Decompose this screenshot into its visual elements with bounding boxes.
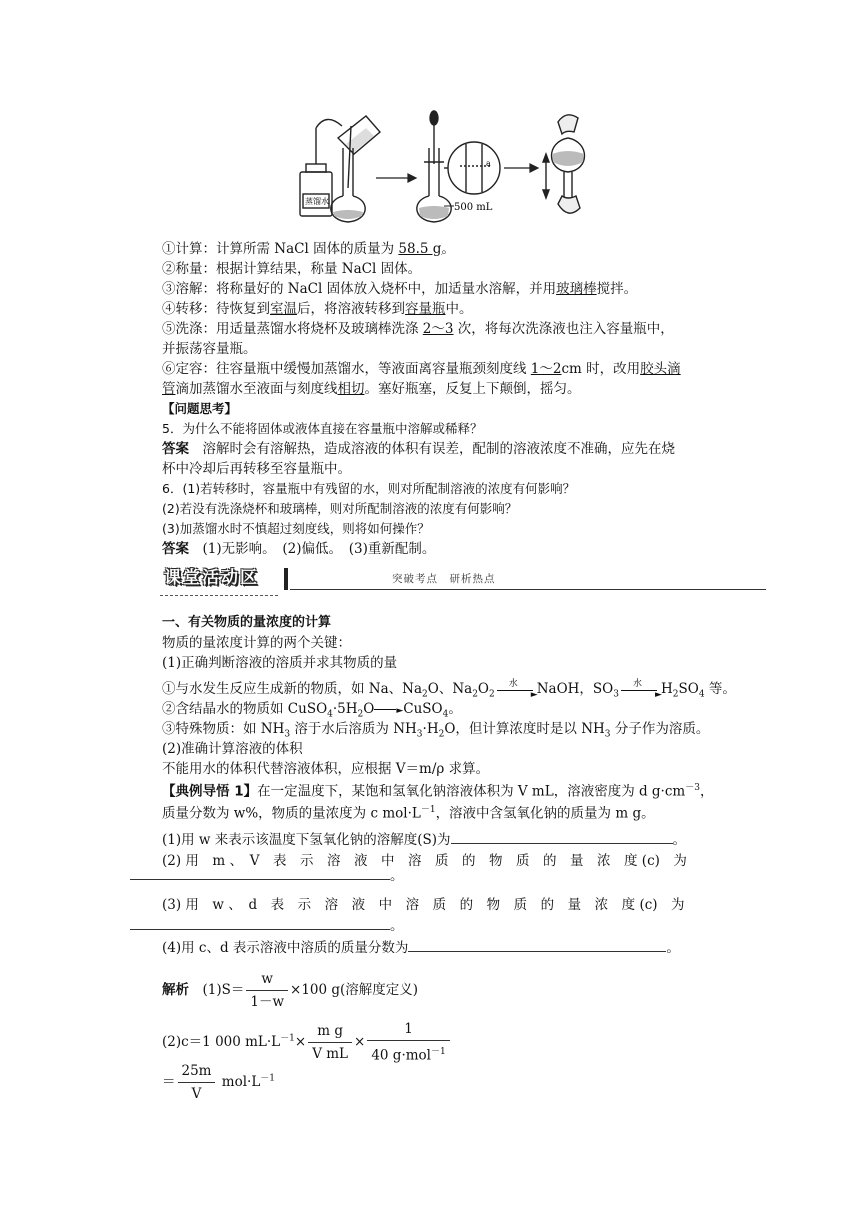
answer-dropper-b: 管 [162, 381, 176, 397]
banner-title: 课堂活动区 [164, 568, 259, 588]
step-3-end: 搅拌。 [596, 281, 638, 297]
question-6-1: 6．(1)若转移时，容量瓶中有残留的水，则对所配制溶液的浓度有何影响？ [162, 481, 576, 496]
q4-period: 。 [666, 940, 680, 956]
question-5: 5．为什么不能将固体或液体直接在容量瓶中溶解或稀释？ [162, 421, 483, 436]
key-1: (1)正确判断溶液的溶质并求其物质的量 [162, 655, 398, 671]
step-6-mid: cm 时，改用 [561, 361, 641, 377]
step-5-end: 次，将每次洗涤液也注入容量瓶中， [453, 321, 674, 337]
step-3 [162, 280, 637, 298]
example-text-2: 质量分数为 w%，物质的量浓度为 c mol·L [162, 805, 421, 822]
solution-1-post: ×100 g(溶解度定义) [290, 982, 419, 998]
step-4-text: ④转移：待恢复到 [162, 301, 270, 317]
solution-3-den: V [178, 1082, 216, 1105]
answer-room-temp: 室温 [270, 301, 297, 317]
question-2: (2) 用 m 、 V 表 示 溶 液 中 溶 质 的 物 质 的 量 浓 度 (c) 为 [162, 853, 687, 869]
arrow-1 [376, 174, 416, 182]
magnified-view [444, 142, 500, 194]
flask-volume-label: 500 mL [454, 202, 493, 213]
answer-glass-rod: 玻璃棒 [556, 281, 597, 297]
answer-blank-4[interactable] [408, 938, 666, 952]
step-5-text: ⑤洗涤：用适量蒸馏水将烧杯及玻璃棒洗涤 [162, 321, 423, 337]
step-6-line2 [162, 380, 581, 398]
step-1-end: 。 [441, 241, 455, 257]
solution-2-pre: (2)c＝1 000 mL·L [162, 1033, 281, 1050]
answer-times: 2～3 [422, 321, 454, 337]
reaction-arrow-1: 水 ► [495, 683, 537, 697]
answer-label: 答案 [162, 441, 189, 457]
think-heading: 【问题思考】 [162, 401, 238, 416]
question-4-text: (4)用 c、d 表示溶液中溶质的质量分数为 [162, 940, 409, 956]
q2-period: 。 [390, 868, 404, 884]
arrow-2 [504, 164, 538, 172]
step-1-unit: g [428, 241, 442, 257]
solution-2-fraction-1 [308, 1020, 352, 1065]
key-1c-text: ③特殊物质：如 NH [162, 721, 285, 737]
solution-1-den: 1－w [246, 990, 288, 1013]
step-5-line2: 并振荡容量瓶。 [162, 341, 257, 357]
step-1-text: ①计算：计算所需 NaCl 固体的质量为 [162, 241, 399, 257]
example-label: 【典例导悟 1】 [162, 783, 258, 800]
solution-3-pre: ＝ [162, 1074, 176, 1090]
solution-2-f2-num: 1 [404, 1021, 413, 1037]
example-line2: 质量分数为 w%，物质的量浓度为 c $mol\cdot L^{-1}$，溶液中含氢氧化钠的质量为 m g。 [162, 805, 655, 822]
question-1 [162, 830, 686, 849]
banner-bar [284, 568, 288, 590]
step-6-line2-text: 滴加蒸馏水至液面与刻度线 [175, 381, 338, 397]
answer-dropper-a: 胶头滴 [640, 361, 681, 377]
answer-5-line1 [162, 440, 675, 458]
answer-6-text: (1)无影响。 (2)偏低。 (3)重新配制。 [189, 541, 436, 557]
solution-3-post: mol·L [221, 1074, 261, 1090]
answer-5-line2: 杯中冷却后再转移至容量瓶中。 [162, 461, 351, 477]
solution-1-pre: (1)S＝ [202, 982, 245, 998]
section-intro: 物质的量浓度计算的两个关键： [162, 635, 351, 651]
glass-rod [348, 126, 351, 188]
key-1b-text: ②含结晶水的物质如 CuSO [162, 701, 328, 717]
section-heading: 一、有关物质的量浓度的计算 [162, 615, 332, 630]
step-5 [162, 320, 674, 338]
reaction-arrow-2: 水 ► [619, 683, 661, 697]
arrow-1-label: 水 [508, 678, 518, 689]
question-6-3: (3)加蒸馏水时不慎超过刻度线，则将如何操作？ [162, 521, 430, 536]
solution-2-f2-den: 40 g·mol$^{-1}$ [367, 1040, 449, 1067]
key-1c: ③特殊物质：如 $NH_3$ 溶于水后溶质为 $NH_3\cdot H_2O$，但计算浓度时是以 $NH_3$ 分子作为溶质。 [162, 721, 710, 740]
answer-6 [162, 540, 435, 558]
solution-2-f1-num: m g [317, 1022, 343, 1039]
q1-period: 。 [672, 832, 687, 848]
q3-period: 。 [390, 918, 404, 934]
banner-dash [160, 595, 278, 596]
answer-distance: 1～2 [530, 361, 562, 377]
bottle-label: 蒸馏水 [305, 197, 329, 206]
step-3-text: ③溶解：将称量好的 NaCl 固体放入烧杯中，加适量水溶解，并用 [162, 281, 557, 297]
beaker [338, 116, 380, 154]
solution-1 [162, 968, 418, 1013]
shaking-flask [543, 115, 585, 213]
answer-5-text: 溶解时会有溶解热，造成溶液的体积有误差，配制的溶液浓度不准确，应先在烧 [189, 441, 675, 457]
solution-2-f2-den-text: 40 g·mol [371, 1047, 431, 1064]
step-6-text: ⑥定容：往容量瓶中缓慢加蒸馏水，等液面离容量瓶颈刻度线 [162, 361, 531, 377]
question-2-blank-line [130, 866, 404, 885]
step-6 [162, 360, 681, 378]
step-6-line2-end: 。塞好瓶塞，反复上下颠倒，摇匀。 [364, 381, 581, 397]
answer-tangent: 相切 [337, 381, 365, 397]
question-6-2: (2)若没有洗涤烧杯和玻璃棒，则对所配制溶液的浓度有何影响？ [162, 501, 518, 516]
key-2: (2)准确计算溶液的体积 [162, 741, 303, 757]
solution-3-fraction [178, 1060, 216, 1105]
banner-rule [290, 589, 766, 590]
lab-apparatus-figure [296, 108, 626, 226]
solution-2-f1-den: V mL [308, 1042, 352, 1065]
question-3: (3) 用 w 、 d 表 示 溶 液 中 溶 质 的 物 质 的 量 浓 度 (c) 为 [162, 897, 685, 913]
example-text-2-end: ，溶液中含氢氧化钠的质量为 m g。 [435, 805, 655, 822]
key-1b: ②含结晶水的物质如 $CuSO_4\cdot 5H_2O$ ►CuSO$_4$。 [162, 701, 462, 720]
dropper-flask [417, 111, 451, 222]
example-line1: 【典例导悟 1】在一定温度下，某饱和氢氧化钠溶液体积为 V mL，溶液密度为 d $g\cdot cm^{-3}$， [162, 783, 714, 800]
step-4 [162, 300, 473, 318]
step-1-value: 58.5 [398, 241, 429, 257]
section-banner [160, 566, 766, 592]
solution-2-fraction-2 [367, 1018, 449, 1067]
solution-3-num: 25m [181, 1063, 212, 1079]
answer-flask: 容量瓶 [405, 301, 446, 317]
solution-1-num: w [261, 971, 273, 987]
solution-label: 解析 [162, 982, 189, 998]
answer-blank-2[interactable] [130, 866, 390, 880]
step-2: ②称量：根据计算结果，称量 NaCl 固体。 [162, 261, 422, 277]
step-4-end: 中。 [445, 301, 473, 317]
key-1a: ①与水发生反应生成新的物质，如 Na、$Na_2O$、$Na_2O_2$ 水 ► NaOH，$SO_3$ 水 ► $H_2SO_4$ 等。 [162, 680, 736, 704]
step-4-mid: 后，将溶液转移到 [297, 301, 405, 317]
example-text-1: 在一定温度下，某饱和氢氧化钠溶液体积为 V mL，溶液密度为 d g·cm [257, 783, 686, 800]
question-3-blank-line [130, 916, 404, 935]
question-4 [162, 938, 680, 957]
answer-blank-3[interactable] [130, 916, 390, 930]
solution-1-fraction [246, 968, 288, 1013]
step-1 [162, 240, 455, 258]
mark-label: a [486, 159, 491, 168]
answer-blank-1[interactable] [451, 830, 673, 844]
answer-58-5 [398, 241, 441, 257]
key-2-text: 不能用水的体积代替溶液体积，应根据 V＝m/ρ 求算。 [162, 761, 490, 777]
key-1a-text: ①与水发生反应生成新的物质，如 Na、Na [162, 681, 423, 697]
solution-3: ＝ $\frac{25m}{V}$ $mol\cdot L^{-1}$ [162, 1060, 275, 1105]
banner-subtitle: 突破考点 研析热点 [392, 573, 496, 585]
question-1-text: (1)用 w 来表示该温度下氢氧化钠的溶解度(S)为 [162, 832, 451, 848]
arrow-2-label: 水 [633, 678, 643, 689]
solution-2: (2)c＝1 000 $mL\cdot L^{-1}\times$ $\frac{\text{m g}}{\text{V mL}}$ × $\frac{1}{40 g\cdot mol^{-1}}$ [162, 1018, 452, 1067]
answer-label-6: 答案 [162, 541, 189, 557]
